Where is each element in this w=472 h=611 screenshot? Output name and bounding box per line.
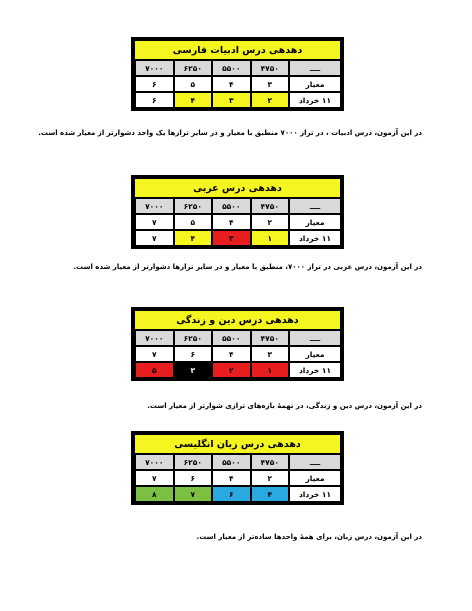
caption-english: در این آزمون، درس زبان، برای همهٔ واحدها ساده‌تر از معیار است.: [196, 533, 422, 541]
row-label: ۱۱ خرداد: [289, 230, 341, 246]
value-cell: ۷: [135, 346, 174, 362]
table-religion: [131, 307, 344, 381]
header-cell: ــــ: [289, 454, 341, 470]
table-arabic: [131, 175, 344, 249]
value-cell: ۴: [174, 92, 213, 108]
value-cell: ۴: [212, 346, 251, 362]
table-row-standard: [134, 76, 341, 92]
table-row-standard: [134, 346, 341, 362]
header-cell: ۵۵۰۰: [212, 454, 251, 470]
header-cell: ۴۷۵۰: [251, 198, 290, 214]
header-cell: ۵۵۰۰: [212, 198, 251, 214]
value-cell: ۷: [135, 230, 174, 246]
value-cell: ۲: [251, 92, 290, 108]
table-row-exam: [134, 230, 341, 246]
table-title: دهدهی درس زبان انگلیسی: [134, 434, 341, 454]
table-row-exam: [134, 92, 341, 108]
table-header-row: [134, 60, 341, 76]
table-row-exam: [134, 362, 341, 378]
table-header-row: [134, 198, 341, 214]
value-cell: ۵: [174, 214, 213, 230]
table-title: دهدهی درس دین و زندگی: [134, 310, 341, 330]
header-cell: ۶۲۵۰: [174, 60, 213, 76]
header-cell: ــــ: [289, 330, 341, 346]
row-label: ۱۱ خرداد: [289, 486, 341, 502]
value-cell: ۱: [251, 362, 290, 378]
value-cell: ۷: [174, 486, 213, 502]
header-cell: ۶۲۵۰: [174, 454, 213, 470]
value-cell: ۵: [135, 362, 174, 378]
table-english: [131, 431, 344, 505]
header-cell: ۶۲۵۰: [174, 330, 213, 346]
header-cell: ۵۵۰۰: [212, 60, 251, 76]
table-row-exam: [134, 486, 341, 502]
value-cell: ۸: [135, 486, 174, 502]
header-cell: ۶۲۵۰: [174, 198, 213, 214]
value-cell: ۳: [212, 92, 251, 108]
value-cell: ۴: [212, 76, 251, 92]
value-cell: ۳: [212, 230, 251, 246]
value-cell: ۳: [174, 362, 213, 378]
row-label: معیار: [289, 470, 341, 486]
header-cell: ــــ: [289, 198, 341, 214]
header-cell: ۴۷۵۰: [251, 60, 290, 76]
value-cell: ۶: [174, 346, 213, 362]
row-label: ۱۱ خرداد: [289, 92, 341, 108]
caption-religion: در این آزمون، درس دین و زندگی، در تهمهٔ بازه‌های ترازی شوارتر از معیار است.: [147, 402, 422, 410]
value-cell: ۴: [251, 486, 290, 502]
value-cell: ۳: [251, 76, 290, 92]
header-cell: ۴۷۵۰: [251, 454, 290, 470]
header-cell: ۷۰۰۰: [135, 60, 174, 76]
value-cell: ۶: [174, 470, 213, 486]
row-label: معیار: [289, 76, 341, 92]
value-cell: ۲: [212, 362, 251, 378]
table-title: دهدهی درس ادبیات فارسی: [134, 40, 341, 60]
row-label: معیار: [289, 214, 341, 230]
value-cell: ۷: [135, 214, 174, 230]
value-cell: ۱: [251, 230, 290, 246]
row-label: معیار: [289, 346, 341, 362]
table-persian-literature: [131, 37, 344, 111]
header-cell: ۷۰۰۰: [135, 198, 174, 214]
row-label: ۱۱ خرداد: [289, 362, 341, 378]
caption-arabic: در این آزمون، درس عربی در تراز ۷۰۰۰، منطبق با معیار و در سایر ترازها دشوارتر از معیار شده است.: [73, 263, 422, 271]
value-cell: ۶: [135, 76, 174, 92]
value-cell: ۴: [212, 470, 251, 486]
value-cell: ۴: [212, 214, 251, 230]
table-title: دهدهی درس عربی: [134, 178, 341, 198]
header-cell: ۷۰۰۰: [135, 454, 174, 470]
table-row-standard: [134, 470, 341, 486]
value-cell: ۵: [174, 76, 213, 92]
table-header-row: [134, 454, 341, 470]
header-cell: ۵۵۰۰: [212, 330, 251, 346]
value-cell: ۲: [251, 214, 290, 230]
value-cell: ۷: [135, 470, 174, 486]
table-header-row: [134, 330, 341, 346]
caption-persian-literature: در این آزمون، درس ادبیات ، در تراز ۷۰۰۰ منطبق با معیار و در سایر ترازها یک واحد دشوارتر از معیار شده است.: [38, 129, 422, 137]
value-cell: ۲: [251, 470, 290, 486]
value-cell: ۶: [135, 92, 174, 108]
header-cell: ــــ: [289, 60, 341, 76]
header-cell: ۷۰۰۰: [135, 330, 174, 346]
value-cell: ۳: [251, 346, 290, 362]
table-row-standard: [134, 214, 341, 230]
value-cell: ۴: [174, 230, 213, 246]
header-cell: ۴۷۵۰: [251, 330, 290, 346]
value-cell: ۶: [212, 486, 251, 502]
